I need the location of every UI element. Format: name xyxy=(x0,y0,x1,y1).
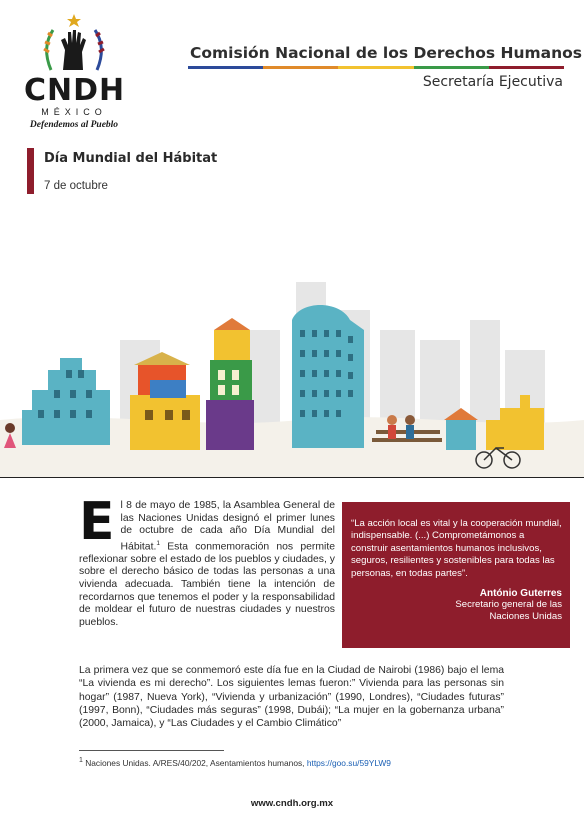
logo-motto: Defendemos al Pueblo xyxy=(29,120,119,130)
color-rule xyxy=(188,66,564,69)
intro-paragraph xyxy=(79,492,335,629)
rule-segment-red xyxy=(489,66,564,69)
rule-segment-green xyxy=(414,66,489,69)
footnote xyxy=(79,757,391,768)
logo-wordmark: CNDH xyxy=(24,73,126,108)
footnote-link[interactable]: https://goo.su/59YLW9 xyxy=(306,757,391,768)
rule-segment-blue xyxy=(188,66,263,69)
rule-segment-orange xyxy=(263,66,338,69)
quote-author: António Guterres xyxy=(479,588,562,600)
quote-box xyxy=(342,502,570,648)
quote-author-role: Secretario general de las Naciones Unidas xyxy=(455,599,562,622)
document-date: 7 de octubre xyxy=(44,180,108,192)
title-accent-bar xyxy=(27,148,34,194)
document-title: Día Mundial del Hábitat xyxy=(44,151,218,166)
intro-text-a: l 8 de mayo de 1985, la Asamblea General de las Naciones Unidas designó el primer lunes de octubre de cada año Día Mundial del Hábitat. xyxy=(120,500,335,553)
city-illustration xyxy=(0,270,584,478)
footnote-text: Naciones Unidas. A/RES/40/202, Asentamientos humanos, xyxy=(82,757,307,768)
raised-hand-emblem-icon xyxy=(39,12,109,74)
footer-website[interactable]: www.cndh.org.mx xyxy=(250,798,334,809)
footnote-rule xyxy=(79,750,224,751)
footnote-number: 1 xyxy=(79,757,83,764)
rule-segment-yellow xyxy=(338,66,413,69)
history-paragraph: La primera vez que se conmemoró este día fue en la Ciudad de Nairobi (1986) bajo el lema “La vivienda es mi derecho”. Los siguientes lemas fueron:” Vivienda para las personas sin hogar” (1987, Nueva York), “Vivienda y urbanización” (1990, Londres), “Ciudades futuras” (1997, Bonn), “Ciudades más seguras” (1998, Dubái); “La mujer en la gobernanza urbana” (2000, Jamaica), y “Las Ciudades y el Cambio Climático” xyxy=(79,665,504,730)
organization-title: Comisión Nacional de los Derechos Humanos xyxy=(190,44,583,62)
cndh-logo xyxy=(24,12,124,130)
organization-subtitle: Secretaría Ejecutiva xyxy=(422,74,563,90)
drop-cap: E xyxy=(79,492,115,552)
footnote-reference[interactable]: 1 xyxy=(156,539,160,547)
logo-country: MÉXICO xyxy=(41,107,107,117)
intro-text-b: Esta conmemoración nos permite reflexionar sobre el estado de los pueblos y ciudades, y sobre el derecho básico de todas las personas a una vivienda adecuada. También tiene la intención de recordarnos que tenemos el poder y la responsabilidad de moldear el futuro de nuestras ciudades y nuestros pueblos. xyxy=(79,541,335,628)
quote-text: “La acción local es vital y la cooperación mundial, indispensable. (...) Comprometámonos a construir asentamientos humanos inclusivos, seguros, resilientes y sostenibles para todas las personas, en todas partes”. xyxy=(351,518,562,579)
illustration-divider xyxy=(0,477,584,478)
